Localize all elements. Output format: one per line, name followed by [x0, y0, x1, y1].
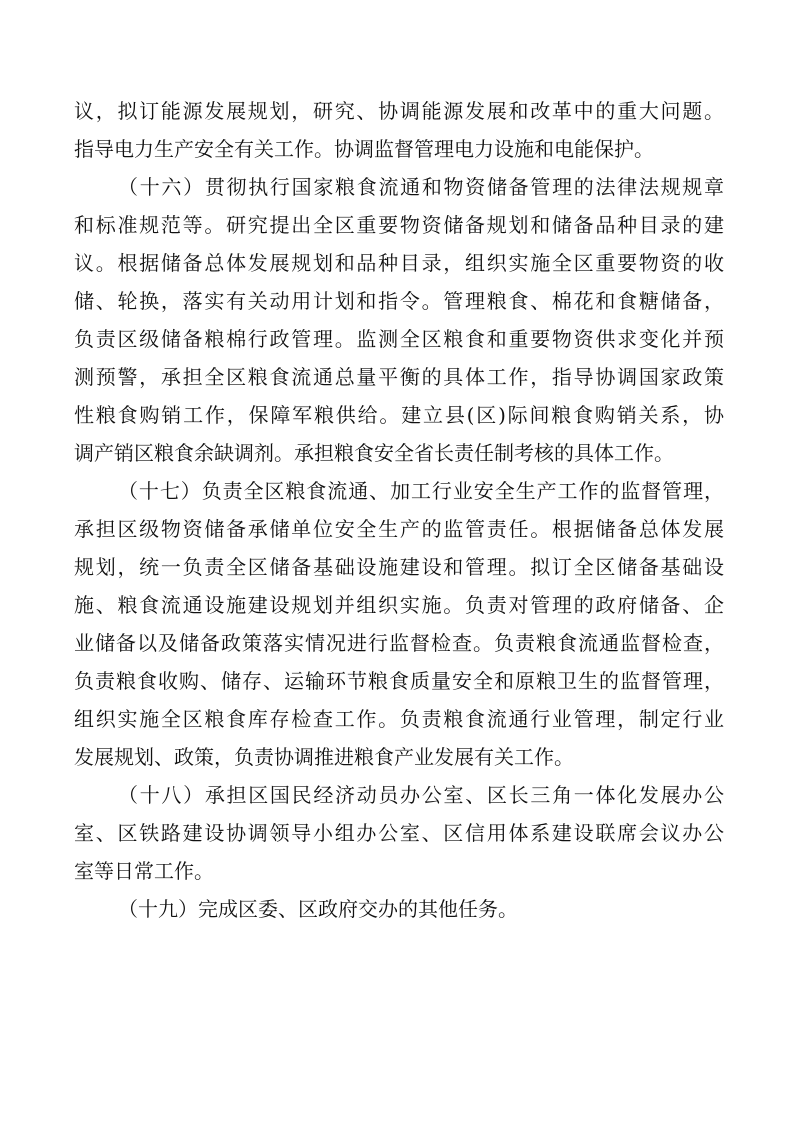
- text-line: 负责区级储备粮棉行政管理。监测全区粮食和重要物资供求变化并预: [74, 327, 724, 351]
- text-line: 和标准规范等。研究提出全区重要物资储备规划和储备品种目录的建: [74, 213, 724, 237]
- text-line: 议。根据储备总体发展规划和品种目录，组织实施全区重要物资的收: [74, 251, 724, 275]
- text-line: 规划，统一负责全区储备基础设施建设和管理。拟订全区储备基础设: [74, 555, 724, 579]
- paragraph-item-18: [74, 776, 724, 890]
- text-line: 室等日常工作。: [74, 859, 214, 883]
- text-line: 发展规划、政策，负责协调推进粮食产业发展有关工作。: [74, 745, 574, 769]
- text-line: 测预警，承担全区粮食流通总量平衡的具体工作，指导协调国家政策: [74, 365, 724, 389]
- paragraph-continuation: [74, 92, 724, 168]
- text-line: 指导电力生产安全有关工作。协调监督管理电力设施和电能保护。: [74, 137, 654, 161]
- paragraph-item-19: [74, 890, 724, 928]
- text-line: 调产销区粮食余缺调剂。承担粮食安全省长责任制考核的具体工作。: [74, 441, 674, 465]
- text-line: （十八）承担区国民经济动员办公室、区长三角一体化发展办公: [118, 783, 724, 807]
- text-line: 议，拟订能源发展规划，研究、协调能源发展和改革中的重大问题。: [74, 99, 724, 123]
- text-line: 承担区级物资储备承储单位安全生产的监管责任。根据储备总体发展: [74, 517, 724, 541]
- text-line: 室、区铁路建设协调领导小组办公室、区信用体系建设联席会议办公: [74, 821, 724, 845]
- text-line: 储、轮换，落实有关动用计划和指令。管理粮食、棉花和食糖储备，: [74, 289, 724, 313]
- text-line: 业储备以及储备政策落实情况进行监督检查。负责粮食流通监督检查，: [74, 631, 724, 655]
- text-line: （十九）完成区委、区政府交办的其他任务。: [118, 897, 518, 921]
- text-line: 性粮食购销工作，保障军粮供给。建立县(区)际间粮食购销关系，协: [74, 403, 724, 427]
- text-line: （十六）贯彻执行国家粮食流通和物资储备管理的法律法规规章: [118, 175, 724, 199]
- text-line: （十七）负责全区粮食流通、加工行业安全生产工作的监督管理，: [118, 479, 724, 503]
- text-line: 负责粮食收购、储存、运输环节粮食质量安全和原粮卫生的监督管理，: [74, 669, 724, 693]
- paragraph-item-16: [74, 168, 724, 472]
- paragraph-item-17: [74, 472, 724, 776]
- text-line: 组织实施全区粮食库存检查工作。负责粮食流通行业管理，制定行业: [74, 707, 724, 731]
- text-line: 施、粮食流通设施建设规划并组织实施。负责对管理的政府储备、企: [74, 593, 724, 617]
- document-body: [74, 92, 724, 928]
